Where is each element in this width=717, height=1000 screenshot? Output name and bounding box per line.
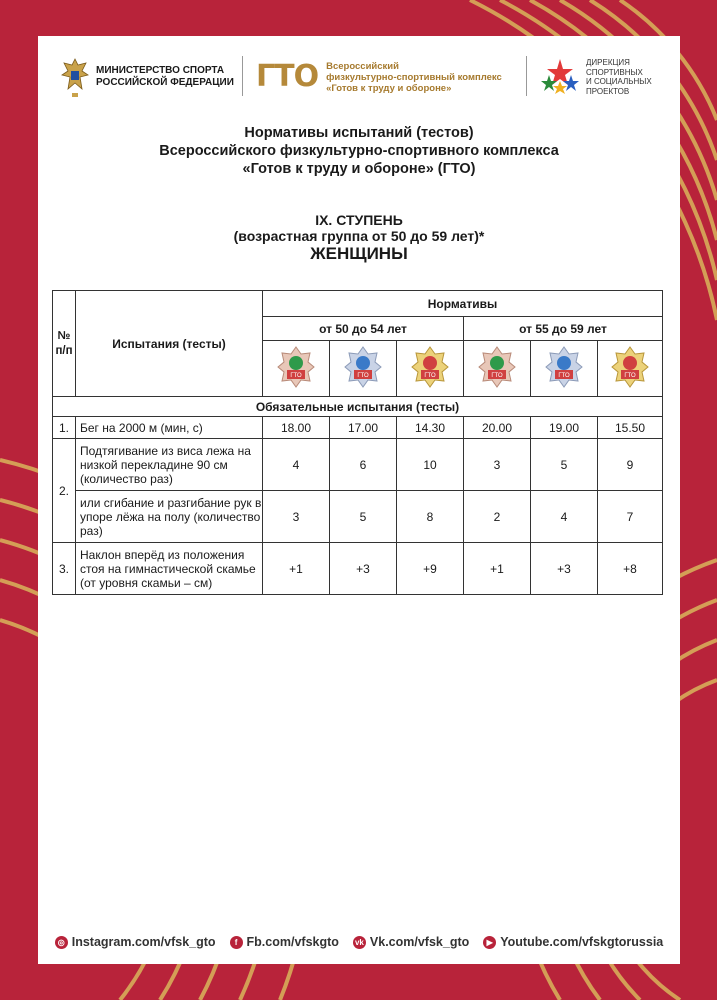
vk-text: Vk.com/vfsk_gto [369,935,470,949]
badge-label: ГТО [424,373,436,379]
row-value: 7 [598,491,663,543]
stage-line1: IX. СТУПЕНЬ [315,212,403,228]
row-value: 10 [397,439,464,491]
dir-line4: ПРОЕКТОВ [586,86,630,96]
row-value: 4 [531,491,598,543]
instagram-link[interactable] [55,932,216,952]
table-row [53,491,663,543]
row-value: +1 [263,543,330,595]
table-row [53,439,663,491]
row-value: 15.50 [598,417,663,439]
row-value: 3 [464,439,531,491]
header-divider [526,56,527,96]
vk-icon: vk [353,936,366,949]
header-divider [242,56,243,96]
row-value: +9 [397,543,464,595]
bronze-badge-icon [477,345,517,389]
row-value: +3 [531,543,598,595]
row-value: 14.30 [397,417,464,439]
row-value: 5 [330,491,397,543]
row-value: 18.00 [263,417,330,439]
youtube-link[interactable] [483,932,663,952]
instagram-icon: ◎ [55,936,68,949]
header-age-group-2: от 55 до 59 лет [464,317,663,341]
header-num: № п/п [53,291,76,397]
eagle-emblem-icon [60,55,90,99]
row-test-name: Наклон вперёд из положения стоя на гимнастической скамье (от уровня скамьи – см) [76,543,263,595]
bronze-badge-icon [276,345,316,389]
stage-line2: (возрастная группа от 50 до 59 лет)* [233,228,485,244]
gto-line2: физкультурно-спортивный комплекс [326,71,502,83]
badge-label: ГТО [624,373,636,379]
dir-line2: СПОРТИВНЫХ [586,67,643,77]
row-test-name: или сгибание и разгибание рук в упоре лёжа на полу (количество раз) [76,491,263,543]
gto-line3: «Готов к труду и обороне» [326,82,452,94]
silver-badge-icon [343,345,383,389]
header-test: Испытания (тесты) [76,291,263,397]
row-test-name: Бег на 2000 м (мин, с) [76,417,263,439]
document-page [38,36,680,964]
header-logos [60,52,660,102]
footer-social-links [38,932,680,952]
table-row [53,543,663,595]
vk-link[interactable] [353,932,469,952]
norms-table [52,290,663,595]
row-value: 4 [263,439,330,491]
row-num: 1. [53,417,76,439]
gold-badge-icon [610,345,650,389]
badge-label: ГТО [357,373,369,379]
row-value: 5 [531,439,598,491]
stage-gender: ЖЕНЩИНЫ [310,244,408,263]
title-line3: «Готов к труду и обороне» (ГТО) [242,161,476,177]
badge-label: ГТО [491,373,503,379]
row-value: 9 [598,439,663,491]
star-cluster-icon [540,57,580,97]
facebook-icon: f [230,936,243,949]
gto-mark: ГТО [256,59,319,94]
dir-line3: И СОЦИАЛЬНЫХ [586,77,652,86]
row-value: 8 [397,491,464,543]
document-title [38,124,680,178]
ministry-logo [60,52,234,102]
row-value: +8 [598,543,663,595]
table-row [53,417,663,439]
row-value: +1 [464,543,531,595]
facebook-text: Fb.com/vfskgto [246,935,339,949]
instagram-text: Instagram.com/vfsk_gto [71,935,216,949]
title-line2: Всероссийского физкультурно-спортивного комплекса [159,143,559,159]
youtube-text: Youtube.com/vfskgtorussia [500,935,664,949]
section-heading: Обязательные испытания (тесты) [53,397,663,417]
dir-line1: ДИРЕКЦИЯ [586,58,630,67]
row-value: 2 [464,491,531,543]
row-num: 3. [53,543,76,595]
directorate-logo [540,52,652,102]
row-num: 2. [53,439,76,543]
row-value: 3 [263,491,330,543]
silver-badge-icon [544,345,584,389]
stage-heading [38,212,680,264]
facebook-link[interactable] [230,932,339,952]
gto-line1: Всероссийский [326,60,399,72]
gto-logo [256,52,502,102]
ministry-line1: МИНИСТЕРСТВО СПОРТА [96,65,225,76]
youtube-icon: ▶ [483,936,496,949]
row-value: +3 [330,543,397,595]
title-line1: Нормативы испытаний (тестов) [244,125,474,141]
row-value: 17.00 [330,417,397,439]
badge-label: ГТО [290,373,302,379]
row-test-name: Подтягивание из виса лежа на низкой перекладине 90 см (количество раз) [76,439,263,491]
gold-badge-icon [410,345,450,389]
row-value: 6 [330,439,397,491]
ministry-line2: РОССИЙСКОЙ ФЕДЕРАЦИИ [96,77,234,88]
header-norms: Нормативы [263,291,663,317]
header-age-group-1: от 50 до 54 лет [263,317,464,341]
row-value: 19.00 [531,417,598,439]
badge-label: ГТО [558,373,570,379]
row-value: 20.00 [464,417,531,439]
